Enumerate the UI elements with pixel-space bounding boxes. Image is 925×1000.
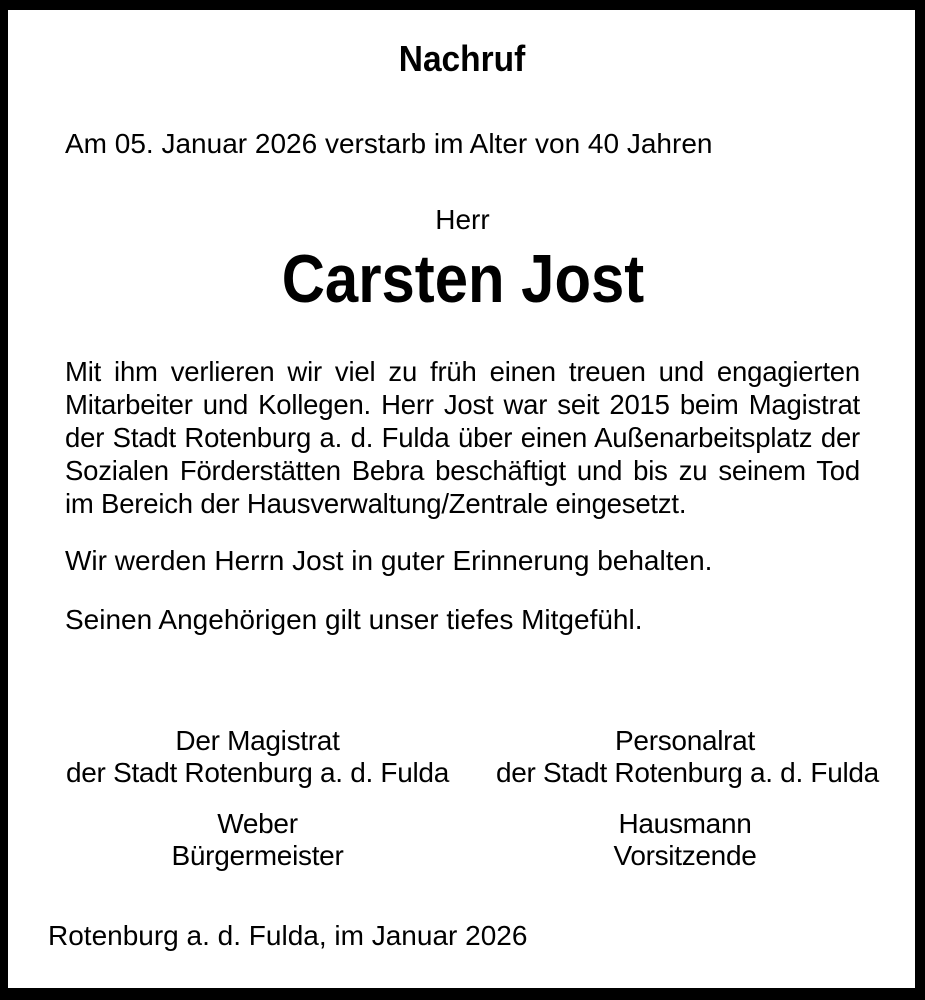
signatory-role: Vorsitzende (613, 840, 757, 871)
signatory-role: Bürgermeister (171, 840, 344, 871)
signatory-org (65, 725, 450, 789)
obituary-sheet (8, 10, 915, 988)
org-line: der Stadt Rotenburg a. d. Fulda (66, 757, 449, 788)
signatory-name: Weber (217, 808, 298, 839)
signatory-name: Hausmann (618, 808, 752, 839)
obituary-content (8, 38, 915, 951)
signatory-person (65, 808, 450, 872)
signatory-person (496, 808, 874, 872)
tribute-line: Mitarbeiter und Kollegen. Herr Jost war seit 2015 beim Magistrat (65, 389, 860, 420)
salutation: Herr (435, 204, 490, 235)
death-announcement-line: Am 05. Januar 2026 verstarb im Alter von 40 Jahren (65, 128, 713, 159)
signatory-org (496, 725, 879, 789)
tribute-line: im Bereich der Hausverwaltung/Zentrale eingesetzt. (65, 488, 687, 519)
signature-block (65, 725, 879, 872)
deceased-name (65, 241, 860, 317)
notice-title-text: Nachruf (399, 38, 526, 79)
org-line: Der Magistrat (175, 725, 340, 756)
org-line: der Stadt Rotenburg a. d. Fulda (496, 757, 879, 788)
place-date-line: Rotenburg a. d. Fulda, im Januar 2026 (48, 920, 528, 951)
signatory-personalrat (496, 725, 879, 872)
tribute-line: der Stadt Rotenburg a. d. Fulda über einen Außenarbeitsplatz der (65, 422, 860, 453)
tribute-paragraph (65, 355, 860, 520)
org-line: Personalrat (615, 725, 755, 756)
tribute-line: Mit ihm verlieren wir viel zu früh einen treuen und engagierten (65, 356, 860, 387)
notice-title (65, 38, 860, 79)
signatory-magistrat (65, 725, 450, 872)
deceased-name-text: Carsten Jost (281, 241, 644, 317)
remembrance-line: Wir werden Herrn Jost in guter Erinnerung behalten. (65, 545, 713, 576)
condolence-line: Seinen Angehörigen gilt unser tiefes Mitgefühl. (65, 604, 643, 635)
tribute-line: Sozialen Förderstätten Bebra beschäftigt und bis zu seinem Tod (65, 455, 860, 486)
